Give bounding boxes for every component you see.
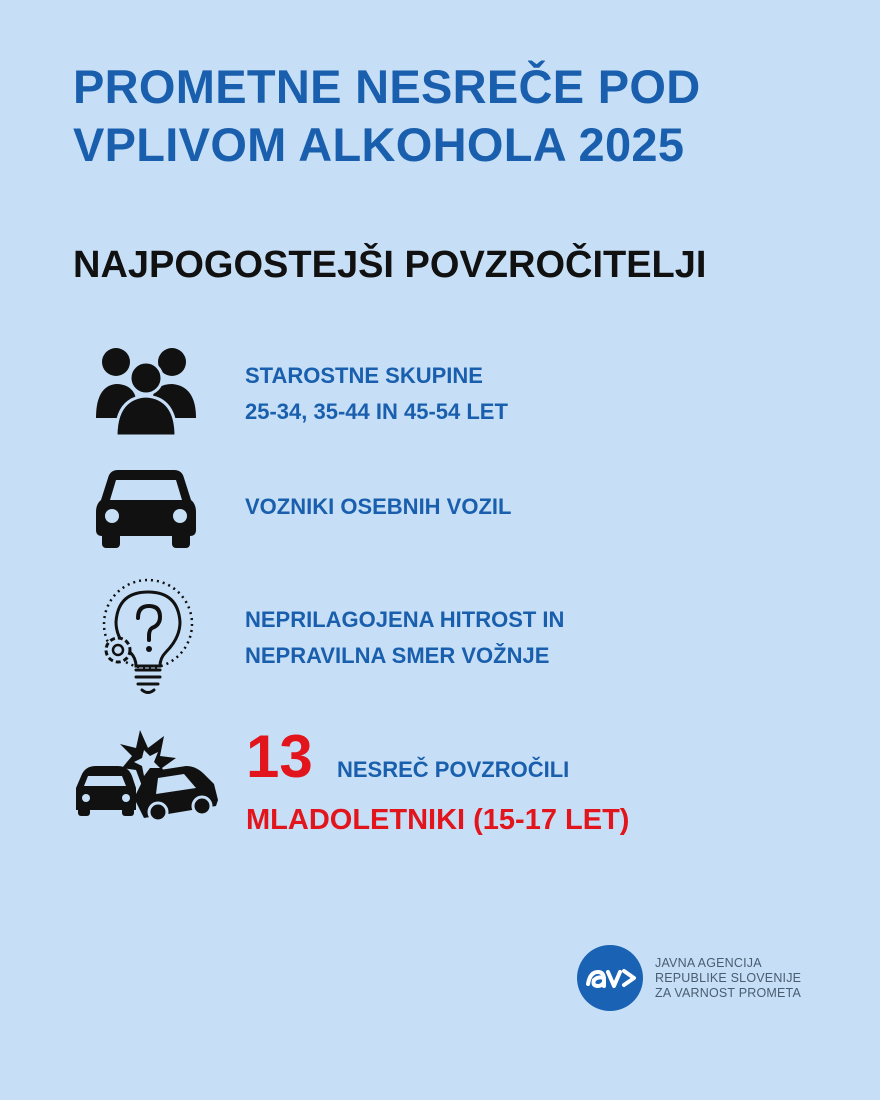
age-groups-label: STAROSTNE SKUPINE xyxy=(245,363,483,388)
car-crash-icon xyxy=(72,726,222,822)
age-groups-values: 25-34, 35-44 IN 45-54 LET xyxy=(245,399,508,424)
drivers-text: VOZNIKI OSEBNIH VOZIL xyxy=(245,494,512,519)
title-line-2: VPLIVOM ALKOHOLA 2025 xyxy=(73,118,685,171)
agency-logo xyxy=(576,944,644,1012)
people-group-icon xyxy=(92,342,200,438)
cause-text xyxy=(245,602,564,674)
agency-name-line-2: REPUBLIKE SLOVENIJE xyxy=(655,971,802,985)
section-heading: NAJPOGOSTEJŠI POVZROČITELJI xyxy=(73,244,707,286)
minors-accident-count: 13 xyxy=(246,723,313,790)
lightbulb-question-icon xyxy=(94,578,198,698)
cause-line-1: NEPRILAGOJENA HITROST IN xyxy=(245,607,565,632)
title-line-1: PROMETNE NESREČE POD xyxy=(73,60,701,113)
accidents-caused-text: NESREČ POVZROČILI xyxy=(337,757,570,782)
page-title xyxy=(73,58,701,174)
car-icon xyxy=(94,466,198,550)
agency-name-line-1: JAVNA AGENCIJA xyxy=(655,956,762,970)
age-groups-text xyxy=(245,358,508,430)
agency-name-line-3: ZA VARNOST PROMETA xyxy=(655,986,801,1000)
agency-name xyxy=(655,956,801,1001)
minors-label: MLADOLETNIKI (15-17 LET) xyxy=(246,804,630,836)
cause-line-2: NEPRAVILNA SMER VOŽNJE xyxy=(245,643,550,668)
